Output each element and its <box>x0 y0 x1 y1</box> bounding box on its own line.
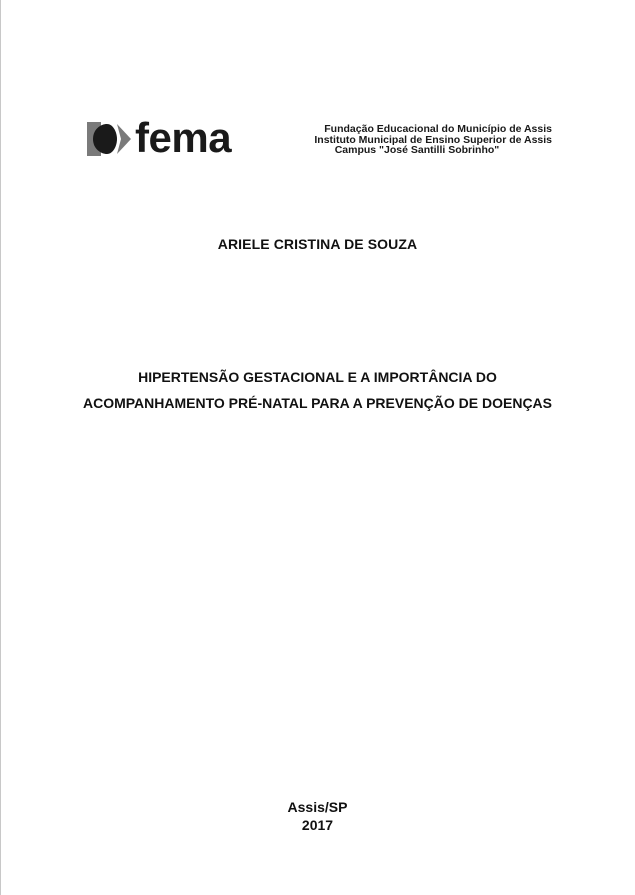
year: 2017 <box>301 817 334 833</box>
author-name: ARIELE CRISTINA DE SOUZA <box>217 236 418 252</box>
institution-header <box>87 114 557 161</box>
logo-wordmark: fema <box>135 114 232 161</box>
document-title <box>0 364 635 416</box>
fema-logo-icon <box>87 122 131 156</box>
title-line-2: ACOMPANHAMENTO PRÉ-NATAL PARA A PREVENÇÃO DE DOENÇAS <box>82 395 553 411</box>
institution-line-1: Fundação Educacional do Município de Assis <box>324 123 552 135</box>
institution-line-3: Campus "José Santilli Sobrinho" <box>334 144 500 156</box>
title-line-1: HIPERTENSÃO GESTACIONAL E A IMPORTÂNCIA DO <box>138 369 497 385</box>
place-and-year <box>0 798 635 834</box>
institution-line-2: Instituto Municipal de Ensino Superior de Assis <box>314 133 552 146</box>
institution-name <box>252 124 552 156</box>
city: Assis/SP <box>287 799 348 815</box>
page-left-edge <box>0 0 1 895</box>
